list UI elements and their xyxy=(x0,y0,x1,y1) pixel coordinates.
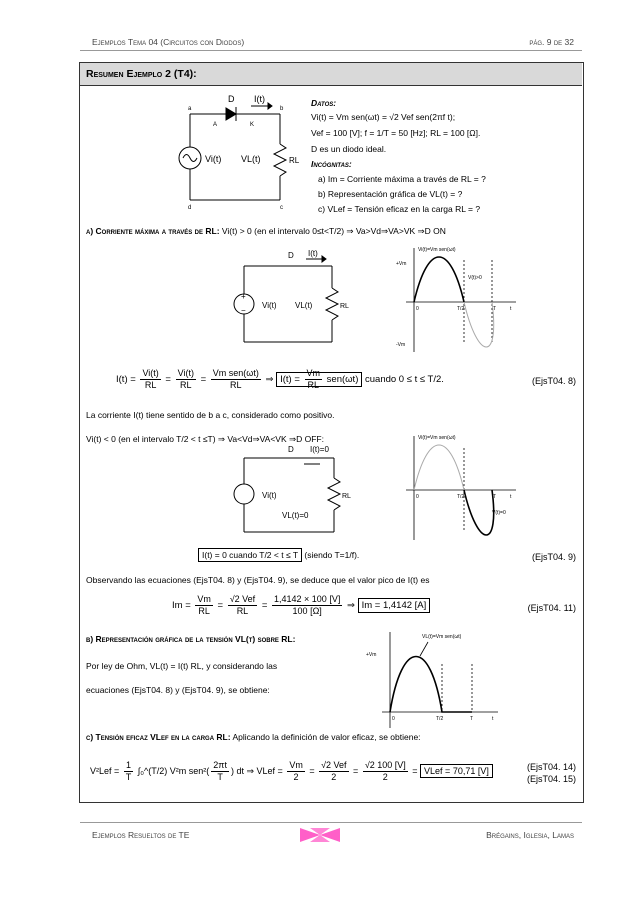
node-a: a xyxy=(188,106,192,112)
incognita-a: a) Im = Corriente máxima a través de RL = ? xyxy=(318,174,486,184)
eq9-boxed: I(t) = 0 cuando T/2 < t ≤ T xyxy=(198,548,302,562)
g3-period: T xyxy=(470,716,474,722)
footer-rule xyxy=(80,822,582,823)
g3-pos: +Vm xyxy=(366,652,377,658)
g2-half: T/2 xyxy=(457,494,465,500)
g2-inner: V(t)=0 xyxy=(492,510,506,516)
node-b: b xyxy=(280,106,284,112)
anode-label: A xyxy=(213,122,218,128)
minus-label-2: − xyxy=(241,306,246,315)
datos-line3: D es un diodo ideal. xyxy=(311,144,387,154)
g2-title: Vi(t)=Vm sen(ωt) xyxy=(418,435,456,441)
current-label: I(t) xyxy=(254,94,265,104)
rl-label: RL xyxy=(289,156,300,165)
incognita-b: b) Representación gráfica de VL(t) = ? xyxy=(318,189,463,199)
eq11-result: Im = 1,4142 [A] xyxy=(358,598,431,613)
incognita-c: c) VLef = Tensión eficaz en la carga RL = ? xyxy=(318,204,481,214)
graph-1 xyxy=(392,244,520,356)
graph-3 xyxy=(362,628,502,734)
circuit-diagram-3 xyxy=(232,442,362,540)
g1-pos: +Vm xyxy=(396,261,407,267)
vi-label: Vi(t) xyxy=(205,154,222,164)
eq8-frac1: $\frac{Vi(t)}{RL}$ xyxy=(142,368,159,390)
datos-line2: Vef = 100 [V]; f = 1/T = 50 [Hz]; RL = 100 [Ω]. xyxy=(311,128,481,138)
eq14-tail: ) dt ⇒ VLef = xyxy=(230,765,283,776)
eq-14: V²Lef = $\frac{1}{T}$ ∫₀^(T/2) V²m sen²( $\frac{2\pi t}{T}$ ) dt ⇒ VLef = $\frac{Vm}{2}$ = $\frac{\text{√2 Vef}}{2}$ = $\frac{√2 100 [V]}{2}$ = VLef = 70,71 [V] xyxy=(90,760,493,783)
section-c-line xyxy=(86,732,421,743)
diode-label-2: D xyxy=(288,251,294,260)
eq14-ref: (EjsT04. 14) xyxy=(526,762,576,772)
eq8-ref: (EjsT04. 8) xyxy=(531,376,576,386)
negative-condition: Vi(t) < 0 (en el intervalo T/2 < t ≤T) ⇒ Va<Vd⇒VA<VK ⇒D OFF: xyxy=(86,434,324,444)
footer-left: Ejemplos Resueltos de TE xyxy=(92,830,190,840)
g1-zero: 0 xyxy=(416,306,419,312)
summary-title: Resumen Ejemplo 2 (T4): xyxy=(86,68,197,80)
rl-label-2: RL xyxy=(340,303,349,310)
circuit-diagram-1 xyxy=(168,92,308,212)
current-label-2: I(t) xyxy=(308,250,318,258)
section-b-line2: ecuaciones (EjsT04. 8) y (EjsT04. 9), se obtiene: xyxy=(86,685,270,695)
current-zero-label: I(t)=0 xyxy=(310,445,329,454)
plus-label-2: + xyxy=(241,292,246,301)
eq8-frac2: $\frac{Vi(t)}{RL}$ xyxy=(177,368,194,390)
observing-text: Observando las ecuaciones (EjsT04. 8) y (EjsT04. 9), se deduce que el valor pico de I(t) es xyxy=(86,575,430,585)
eq-9 xyxy=(198,550,359,561)
eq8-lhs: I(t) = xyxy=(116,374,136,386)
graph-2 xyxy=(392,432,520,544)
diode-label-3: D xyxy=(288,445,294,454)
g1-neg: -Vm xyxy=(396,342,406,348)
vi-label-3: Vi(t) xyxy=(262,491,277,500)
vi-label-2: Vi(t) xyxy=(262,301,277,310)
eq15-ref: (EjsT04. 15) xyxy=(526,774,576,784)
eq8-frac3: $\frac{\text{Vm sen(ωt)}}{RL}$ xyxy=(212,368,259,390)
g1-inner: V(t)>0 xyxy=(468,275,482,281)
eq8-boxed: I(t) = $\frac{Vm}{RL}$ sen(ωt) xyxy=(276,372,362,387)
datos-line1: Vi(t) = Vm sen(ωt) = √2 Vef sen(2πf t); xyxy=(311,112,456,122)
eq14-lhs: V²Lef = xyxy=(90,765,120,776)
section-a-condition: Vi(t) > 0 (en el intervalo 0≤t<T/2) ⇒ Va>Vd⇒VA>VK ⇒D ON xyxy=(221,226,446,236)
g3-title: VL(t)=Vm sen(ωt) xyxy=(422,634,462,640)
g3-t: t xyxy=(492,716,494,722)
eq14-integral: ∫₀^(T/2) V²m sen²( xyxy=(137,765,210,776)
section-b-heading: b) Representación gráfica de la tensión VL(t) sobre RL: xyxy=(86,634,296,644)
footer-logo-icon xyxy=(296,826,344,844)
node-c: c xyxy=(280,205,283,211)
cathode-label: K xyxy=(250,122,255,128)
g1-half: T/2 xyxy=(457,306,465,312)
section-c-heading: c) Tensión eficaz VLef en la carga RL: xyxy=(86,732,231,742)
node-d: d xyxy=(188,205,192,211)
incognitas-label: Incógnitas: xyxy=(311,159,352,169)
eq-8: I(t) = $\frac{Vi(t)}{RL}$ = $\frac{Vi(t)}{RL}$ = $\frac{\text{Vm sen(ωt)}}{RL}$ ⇒ I(t) = $\frac{Vm}{RL}$ sen(ωt) cuando 0 ≤ t ≤ T/2. xyxy=(116,368,444,390)
rl-label-3: RL xyxy=(342,493,351,500)
g1-title: Vi(t)=Vm sen(ωt) xyxy=(418,247,456,253)
vl-zero-label: VL(t)=0 xyxy=(282,511,309,520)
g1-t: t xyxy=(510,306,512,312)
section-c-intro: Aplicando la definición de valor eficaz, se obtiene: xyxy=(232,732,421,742)
g3-half: T/2 xyxy=(436,716,444,722)
g1-period: T xyxy=(493,306,497,312)
eq9-note: (siendo T=1/f). xyxy=(304,550,360,560)
eq-11: Im = $\frac{Vm}{RL}$ = $\frac{\text{√2 Vef}}{RL}$ = $\frac{1,4142 \times 100 [V]}{100 [\Omega]}$ ⇒ Im = 1,4142 [A] xyxy=(172,594,430,617)
header-left: Ejemplos Tema 04 (Circuitos con Diodos) xyxy=(92,37,245,47)
section-a-heading: a) Corriente máxima a través de RL: xyxy=(86,226,220,236)
eq14-result: VLef = 70,71 [V] xyxy=(420,764,493,778)
header-page: pág. 9 de 32 xyxy=(529,37,574,47)
datos-label: Datos: xyxy=(311,98,337,108)
g2-zero: 0 xyxy=(416,494,419,500)
header-rule xyxy=(80,50,582,51)
footer-right: Brégains, Iglesia, Lamas xyxy=(486,830,574,840)
eq11-ref: (EjsT04. 11) xyxy=(527,603,576,613)
g2-period: T xyxy=(493,494,497,500)
direction-text: La corriente I(t) tiene sentido de b a c, considerado como positivo. xyxy=(86,410,335,420)
diode-label: D xyxy=(228,94,235,104)
circuit-diagram-2 xyxy=(232,250,352,350)
vl-label: VL(t) xyxy=(241,154,261,164)
g3-zero: 0 xyxy=(392,716,395,722)
eq8-condition: cuando 0 ≤ t ≤ T/2. xyxy=(365,374,444,386)
g2-t: t xyxy=(510,494,512,500)
eq9-ref: (EjsT04. 9) xyxy=(531,552,576,562)
vl-label-2: VL(t) xyxy=(295,301,313,310)
section-b-line1: Por ley de Ohm, VL(t) = I(t) RL, y considerando las xyxy=(86,661,278,671)
eq11-lhs: Im = xyxy=(172,600,191,612)
section-a-line xyxy=(86,226,446,237)
